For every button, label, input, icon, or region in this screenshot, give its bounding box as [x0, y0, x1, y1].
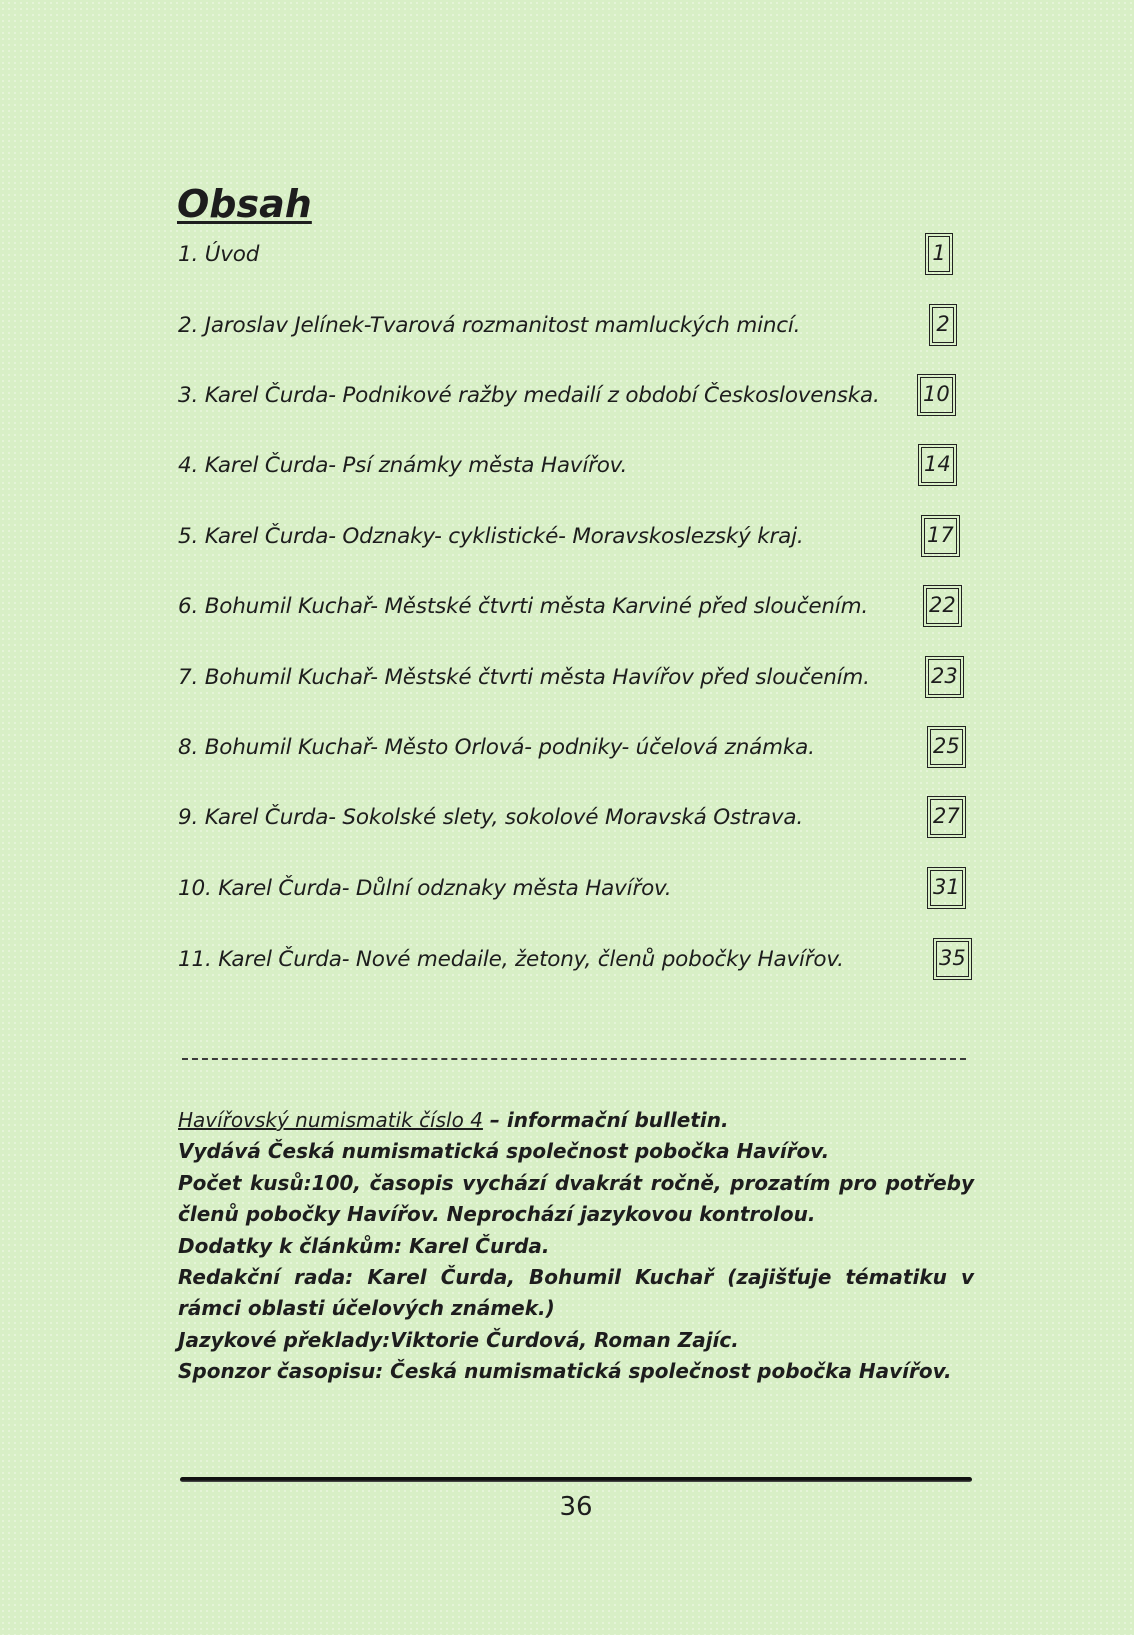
toc-item-text: 10. Karel Čurda- Důlní odznaky města Havířov. — [178, 876, 672, 901]
toc-item-5[interactable] — [0, 516, 1134, 560]
toc-item-text: 3. Karel Čurda- Podnikové ražby medailí z období Československa. — [178, 383, 880, 408]
imprint-sponsor: Sponzor časopisu: Česká numismatická společnost pobočka Havířov. — [178, 1359, 952, 1384]
toc-item-text: 2. Jaroslav Jelínek-Tvarová rozmanitost mamluckých mincí. — [178, 313, 801, 338]
toc-item-text: 9. Karel Čurda- Sokolské slety, sokolové Moravská Ostrava. — [178, 805, 803, 830]
toc-page-number-box: 14 — [921, 447, 954, 483]
toc-item-text: 11. Karel Čurda- Nové medaile, žetony, členů pobočky Havířov. — [178, 947, 844, 972]
toc-item-text: 8. Bohumil Kuchař- Město Orlová- podniky- účelová známka. — [178, 735, 815, 760]
dashed-divider — [182, 1058, 966, 1060]
toc-page-number-box: 23 — [928, 659, 961, 695]
toc-page-number-box: 2 — [932, 307, 954, 343]
toc-page-number-box: 10 — [920, 377, 953, 413]
toc-item-text: 6. Bohumil Kuchař- Městské čtvrti města Karviné před sloučením. — [178, 594, 868, 619]
toc-item-9[interactable] — [0, 797, 1134, 841]
toc-item-text: 4. Karel Čurda- Psí známky města Havířov. — [178, 453, 628, 478]
toc-item-text: 7. Bohumil Kuchař- Městské čtvrti města Havířov před sloučením. — [178, 665, 870, 690]
imprint-addenda: Dodatky k článkům: Karel Čurda. — [178, 1233, 550, 1258]
toc-page-number-box: 35 — [936, 941, 969, 977]
imprint-print-run: Počet kusů:100, časopis vychází dvakrát ročně, prozatím pro potřeby členů pobočky Havířov. Neprochází jazykovou kontrolou. — [178, 1170, 974, 1227]
imprint-translations: Jazykové překlady:Viktorie Čurdová, Roman Zajíc. — [178, 1327, 739, 1352]
toc-page-number-box: 25 — [930, 729, 963, 765]
footer-rule — [180, 1477, 972, 1482]
publication-suffix: – informační bulletin. — [482, 1108, 729, 1132]
page-title: Obsah — [177, 182, 312, 226]
toc-item-7[interactable] — [0, 657, 1134, 701]
toc-item-8[interactable] — [0, 727, 1134, 771]
imprint-publication-line — [178, 1105, 974, 1136]
imprint-editorial-board: Redakční rada: Karel Čurda, Bohumil Kuchař (zajišťuje tématiku v rámci oblasti účelových známek.) — [178, 1265, 974, 1321]
toc-item-2[interactable] — [0, 305, 1134, 349]
toc-item-6[interactable] — [0, 586, 1134, 630]
toc-item-11[interactable] — [0, 939, 1134, 983]
page-number: 36 — [559, 1492, 593, 1522]
toc-item-3[interactable] — [0, 375, 1134, 419]
toc-item-4[interactable] — [0, 445, 1134, 489]
toc-page-number-box: 22 — [926, 588, 959, 624]
toc-page-number-box: 27 — [930, 799, 963, 835]
toc-item-10[interactable] — [0, 868, 1134, 912]
imprint-block — [178, 1105, 974, 1388]
toc-item-text: 5. Karel Čurda- Odznaky- cyklistické- Moravskoslezský kraj. — [178, 524, 804, 549]
toc-page-number-box: 17 — [924, 518, 957, 554]
toc-item-text: 1. Úvod — [178, 242, 260, 267]
publication-name: Havířovský numismatik číslo 4 — [178, 1108, 483, 1132]
toc-item-1[interactable] — [0, 234, 1134, 278]
imprint-publisher: Vydává Česká numismatická společnost pobočka Havířov. — [178, 1139, 830, 1164]
toc-page-number-box: 31 — [930, 870, 963, 906]
toc-page-number-box: 1 — [928, 236, 950, 272]
